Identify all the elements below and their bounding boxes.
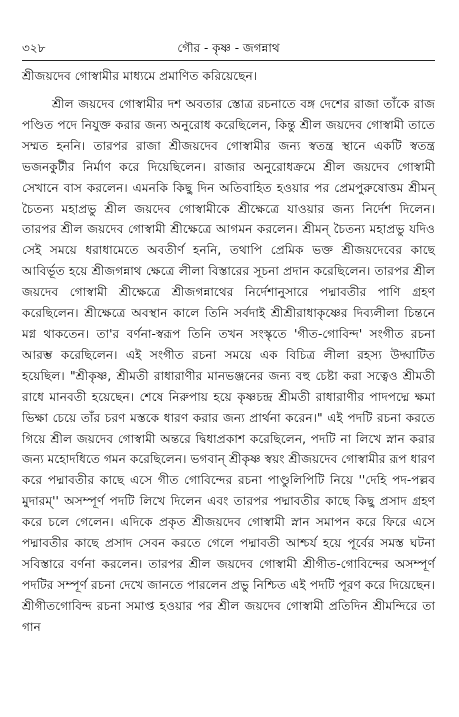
page-number: ৩২৮: [22, 41, 46, 55]
header-divider: [22, 60, 435, 61]
page-header: [22, 38, 435, 58]
running-title: গৌর - কৃষ্ণ - জগন্নাথ: [177, 41, 280, 55]
lead-line: শ্রীজয়দেব গোস্বামীর মাধ্যমে প্রমাণিত করিয়েছেন।: [22, 69, 258, 83]
body-paragraph: শ্রীল জয়দেব গোস্বামীর দশ অবতার স্তোত্র রচনাতে বঙ্গ দেশের রাজা তাঁকে রাজ পণ্ডিত পদে নিযুক্ত করার জন্য অনুরোধ করেছিলেন, কিন্তু শ্রীল জয়দেব গোস্বামী তাতে সম্মত হননি। তারপর রাজা শ্রীজয়দেব গোস্বামীর জন্য স্বতন্ত্র স্থানে একটি স্বতন্ত্র ভজনকুটীর নির্মাণ করে দিয়েছিলেন। রাজার অনুরোধক্রমে শ্রীল জয়দেব গোস্বামী সেখানে বাস করলেন। এমনকি কিছু দিন অতিবাহিত হওয়ার পর প্রেমপুরুষোত্তম শ্রীমন্ চৈতন্য মহাপ্রভু শ্রীল জয়দেব গোস্বামীকে শ্রীক্ষেত্রে যাওয়ার জন্য নির্দেশ দিলেন। তারপর শ্রীল জয়দেব গোস্বামী শ্রীক্ষেত্রে আগমন করলেন। শ্রীমন্ চৈতন্য মহাপ্রভু যদিও সেই সময়ে ধরাধামেতে অবতীর্ণ হননি, তথাপি প্রেমিক ভক্ত শ্রীজয়দেবের কাছে আবির্ভূত হয়ে শ্রীজগন্নাথ ক্ষেত্রে লীলা বিস্তারের সূচনা প্রদান করেছিলেন। তারপর শ্রীল জয়দেব গোস্বামী শ্রীক্ষেত্রে শ্রীজগন্নাথের নির্দেশানুসারে পদ্মাবতীর পাণি গ্রহণ করেছিলেন। শ্রীক্ষেত্রে অবস্থান কালে তিনি সর্বদাই শ্রীশ্রীরাধাকৃষ্ণের দিব্যলীলা চিন্তনে মগ্ন থাকতেন। তা'র বর্ণনা-স্বরূপ তিনি তখন সংস্কৃতে 'গীত-গোবিন্দ' সংগীত রচনা আরম্ভ করেছিলেন। এই সংগীত রচনা সময়ে এক বিচিত্র লীলা রহস্য উদ্ঘাটিত হয়েছিল। "শ্রীকৃষ্ণ, শ্রীমতী রাধারাণীর মানভঞ্জনের জন্য বহু চেষ্টা করা সত্বেও শ্রীমতী রাধে মানবতী হয়েছেন। শেষে নিরুপায় হয়ে কৃষ্ণচন্দ্র শ্রীমতী রাধারাণীর পাদপদ্মে ক্ষমা ভিক্ষা চেয়ে তাঁর চরণ মস্তকে ধারণ করার জন্য প্রার্থনা করেন।" এই পদটি রচনা করতে গিয়ে শ্রীল জয়দেব গোস্বামী অন্তরে দ্বিধাপ্রকাশ করেছিলেন, পদটি না লিখে স্নান করার জন্য মহোদধিতে গমন করেছিলেন। ভগবান্ শ্রীকৃষ্ণ স্বয়ং শ্রীজয়দেব গোস্বামীর রূপ ধারণ করে পদ্মাবতীর কাছে এসে গীত গোবিন্দের রচনা পাণ্ডুলিপিটি নিয়ে ''দেহি পদ-পল্লব মুদারম্'' অসম্পূর্ণ পদটি লিখে দিলেন এবং তারপর পদ্মাবতীর কাছে কিছু প্রসাদ গ্রহণ করে চলে গেলেন। এদিকে প্রকৃত শ্রীজয়দেব গোস্বামী স্নান সমাপন করে ফিরে এসে পদ্মাবতীর কাছে প্রসাদ সেবন করতে গেলে পদ্মাবতী আশ্চর্য হয়ে পূর্বের সমস্ত ঘটনা সবিস্তারে বর্ণনা করলেন। তারপর শ্রীল জয়দেব গোস্বামী শ্রীগীত-গোবিন্দের অসম্পূর্ণ পদটির সম্পূর্ণ রচনা দেখে জানতে পারলেন প্রভু নিশ্চিত এই পদটি পূরণ করে দিয়েছেন। শ্রীগীতগোবিন্দ রচনা সমাপ্ত হওয়ার পর শ্রীল জয়দেব গোস্বামী প্রতিদিন শ্রীমন্দিরে তা গান: [22, 97, 435, 634]
